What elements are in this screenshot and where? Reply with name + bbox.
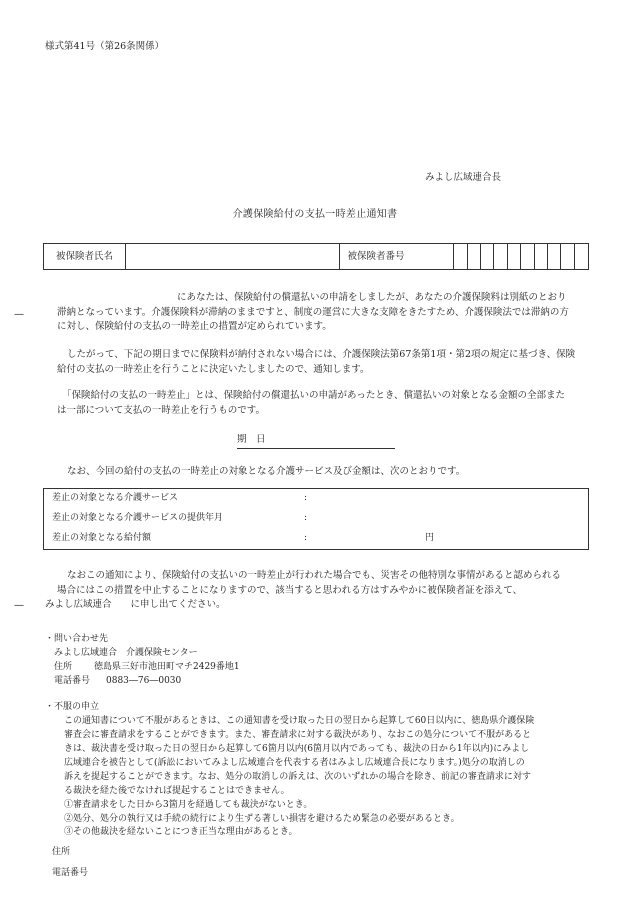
table-row bbox=[44, 489, 588, 509]
form-number: 様式第41号（第26条関係） bbox=[45, 41, 165, 52]
paragraph-line: に対し、保険給付の支払の一時差止の措置が定められています。 bbox=[57, 321, 332, 333]
table-row bbox=[44, 529, 588, 549]
footer-phone-label: 電話番号 bbox=[52, 868, 89, 878]
service-row-label: 差止の対象となる給付額 bbox=[52, 533, 152, 544]
margin-mark: — bbox=[14, 309, 24, 320]
contact-organization: みよし広域連合 介護保険センター bbox=[54, 647, 198, 658]
objection-line: 訴えを提起することができます。なお、処分の取消しの訴えは、次のいずれかの場合を除き、前記の審査請求に対す bbox=[64, 771, 531, 782]
objection-item: ②処分、処分の執行又は手続の続行により生ずる著しい損害を避けるため緊急の必要があるとき。 bbox=[64, 813, 460, 824]
suspended-service-table bbox=[43, 488, 589, 550]
paragraph-exception bbox=[45, 569, 590, 613]
service-row-colon: : bbox=[304, 533, 308, 544]
document-title: 介護保険給付の支払一時差止通知書 bbox=[232, 209, 398, 220]
insured-name-field bbox=[126, 244, 340, 269]
objection-line: きは、裁決書を受け取った日の翌日から起算して6箇月以内(6箇月以内であっても、裁決の日から1年以内)にみよし bbox=[64, 743, 530, 754]
paragraph-line: みよし広域連合 に申し出てください。 bbox=[45, 599, 226, 611]
paragraph-line: 滞納となっています。介護保険料が滞納のままですと、制度の運営に大きな支障をきたすため、介護保険法では滞納の方 bbox=[57, 306, 569, 318]
objection-section bbox=[45, 701, 595, 840]
service-row-value: 円 bbox=[424, 533, 434, 544]
issuer-name: みよし広域連合長 bbox=[425, 172, 502, 183]
service-row-colon: : bbox=[304, 493, 308, 504]
service-row-label: 差止の対象となる介護サービス bbox=[52, 493, 179, 504]
insured-number-label: 被保険者番号 bbox=[340, 244, 455, 269]
footer-address-label: 住所 bbox=[52, 847, 71, 857]
insured-number-digit-box bbox=[494, 244, 507, 269]
objection-item: ③その他裁決を経ないことにつき正当な理由があるとき。 bbox=[64, 827, 298, 838]
insured-name-label: 被保険者氏名 bbox=[44, 244, 126, 269]
insured-number-digit-box bbox=[481, 244, 494, 269]
service-row-colon: : bbox=[304, 513, 308, 524]
contact-heading: ・問い合わせ先 bbox=[45, 634, 109, 644]
contact-address-value: 徳島県三好市池田町マチ2429番地1 bbox=[94, 661, 240, 672]
insured-number-digit-box bbox=[535, 244, 548, 269]
objection-heading: ・不服の申立 bbox=[45, 702, 100, 712]
margin-mark: — bbox=[14, 600, 24, 611]
insured-number-digit-box bbox=[508, 244, 521, 269]
due-date-label: 期 日 bbox=[237, 434, 266, 445]
objection-line: 広域連合を被告として(訴訟においてみよし広域連合を代表する者はみよし広域連合長になります。)処分の取消しの bbox=[64, 757, 525, 768]
insured-number-digit-box bbox=[575, 244, 588, 269]
insured-number-digit-box bbox=[468, 244, 481, 269]
paragraph-line: にあなたは、保険給付の償還払いの申請をしましたが、あなたの介護保険料は別紙のとおり bbox=[177, 292, 567, 303]
paragraph-line: したがって、下記の期日までに保険料が納付されない場合には、介護保険法第67条第1項・第2項の規定に基づき、保険 bbox=[67, 349, 576, 360]
insured-number-digit-box bbox=[561, 244, 574, 269]
objection-line: 審査会に審査請求をすることができます。また、審査請求に対する裁決があり、なおこの処分について不服があると bbox=[64, 729, 532, 740]
insured-number-digit-box bbox=[454, 244, 467, 269]
paragraph-line: 「保険給付の支払の一時差止」とは、保険給付の償還払いの申請があったとき、償還払いの対象となる金額の全部また bbox=[62, 390, 566, 401]
paragraph-decision bbox=[57, 348, 590, 377]
contact-phone-value: 0883―76―0030 bbox=[106, 675, 182, 686]
contact-address-row bbox=[45, 661, 240, 675]
paragraph-services-intro: なお、今回の給付の支払の一時差止の対象となる介護サービス及び金額は、次のとおりです。 bbox=[67, 466, 466, 477]
insured-number-digit-box bbox=[521, 244, 534, 269]
due-date-field bbox=[237, 433, 395, 449]
contact-phone-row bbox=[45, 675, 240, 689]
contact-phone-label: 電話番号 bbox=[54, 675, 91, 686]
insured-number-digit-box bbox=[548, 244, 561, 269]
table-row bbox=[44, 509, 588, 529]
paragraph-definition bbox=[57, 389, 590, 418]
paragraph-line: は一部について支払の一時差止を行うものです。 bbox=[57, 404, 266, 416]
contact-address-label: 住所 bbox=[54, 661, 73, 672]
paragraph-notice bbox=[57, 291, 590, 335]
service-row-label: 差止の対象となる介護サービスの提供年月 bbox=[52, 513, 224, 524]
objection-line: この通知書について不服があるときは、この通知書を受け取った日の翌日から起算して60日以内に、徳島県介護保険 bbox=[64, 715, 535, 726]
insured-info-table bbox=[43, 243, 589, 270]
objection-line: る裁決を経た後でなければ提起することはできません。 bbox=[64, 785, 290, 796]
objection-body bbox=[45, 715, 595, 799]
objection-item: ①審査請求をした日から3箇月を経過しても裁決がないとき。 bbox=[64, 799, 313, 810]
contact-section bbox=[45, 633, 240, 689]
paragraph-line: 給付の支払の一時差止を行うことに決定いたしましたので、通知します。 bbox=[57, 363, 370, 375]
paragraph-line: なおこの通知により、保険給付の支払いの一時差止が行われた場合でも、災害その他特別な事情があると認められる bbox=[67, 570, 562, 581]
paragraph-line: 場合にはこの措置を中止することになりますので、該当すると思われる方はすみやかに被保険者証を添えて、 bbox=[57, 584, 523, 596]
